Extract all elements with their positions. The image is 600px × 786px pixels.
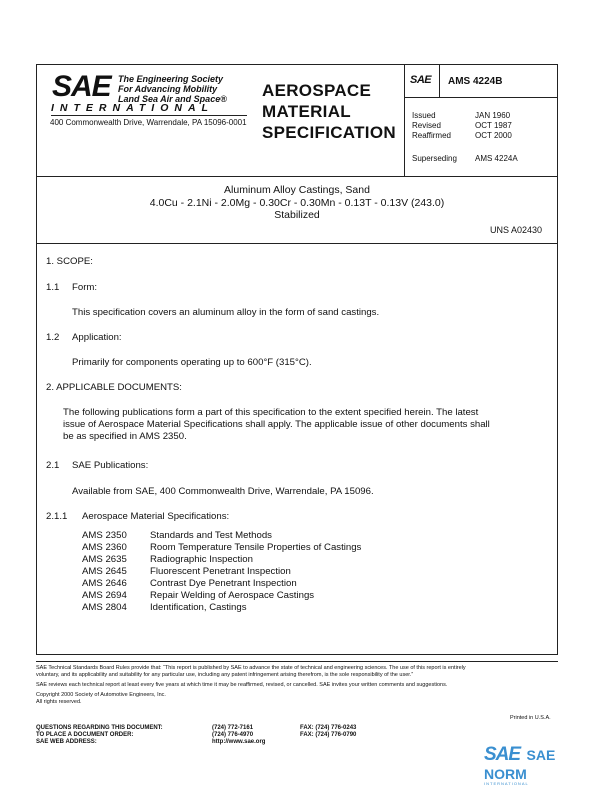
contact-fax: FAX: (724) 776-0243 — [300, 725, 357, 731]
contact-row — [36, 739, 356, 746]
ams-description: Fluorescent Penetrant Inspection — [150, 566, 291, 577]
section-1-1-number: 1.1 — [46, 282, 60, 293]
society-line: Land Sea Air and Space® — [118, 94, 227, 104]
material-title — [36, 184, 558, 222]
material-condition: Stabilized — [274, 209, 320, 221]
section-1-1-title: Form: — [72, 282, 98, 293]
contact-tel: (724) 776-4970 — [212, 732, 254, 738]
title-line: SPECIFICATION — [262, 123, 396, 142]
contact-row — [36, 732, 356, 739]
contact-web[interactable]: http://www.sae.org — [212, 739, 266, 745]
date-labels — [412, 111, 451, 141]
section-2-1-number: 2.1 — [46, 460, 60, 471]
docnum-divider — [404, 97, 558, 98]
date-values — [475, 111, 512, 141]
date-value: OCT 1987 — [475, 121, 512, 130]
list-item — [82, 542, 361, 554]
logo-underline — [51, 115, 247, 116]
list-item — [82, 566, 361, 578]
ams-description: Identification, Castings — [150, 602, 247, 613]
ams-code: AMS 2804 — [82, 602, 127, 613]
mini-logo-divider — [439, 64, 440, 97]
ams-description: Room Temperature Tensile Properties of Castings — [150, 542, 362, 553]
contact-label: TO PLACE A DOCUMENT ORDER: — [36, 732, 134, 738]
ams-code: AMS 2635 — [82, 554, 127, 565]
printed-in: Printed in U.S.A. — [510, 715, 551, 721]
date-value: OCT 2000 — [475, 131, 512, 140]
watermark-text: SAE NORM — [484, 747, 556, 782]
spec-type-title — [262, 80, 396, 143]
ams-code: AMS 2360 — [82, 542, 127, 553]
ams-description: Radiographic Inspection — [150, 554, 253, 565]
material-composition: 4.0Cu - 2.1Ni - 2.0Mg - 0.30Cr - 0.30Mn - 0.13T - 0.13V (243.0) — [149, 196, 445, 209]
section-2-heading: 2. APPLICABLE DOCUMENTS: — [46, 382, 182, 393]
section-1-2-title: Application: — [72, 332, 122, 343]
section-2-1-1-number: 2.1.1 — [46, 511, 68, 522]
superseding-value: AMS 4224A — [475, 154, 518, 163]
list-item — [82, 578, 361, 590]
section-2-1-1-title: Aerospace Material Specifications: — [82, 511, 230, 522]
international-wordmark: INTERNATIONAL — [51, 102, 214, 114]
section-2-1-title: SAE Publications: — [72, 460, 149, 471]
sae-mini-logo: SAE — [410, 74, 432, 86]
watermark-sub: INTERNATIONAL — [484, 781, 529, 786]
superseding-label: Superseding — [412, 154, 457, 163]
ams-code: AMS 2645 — [82, 566, 127, 577]
date-label: Issued — [412, 111, 436, 120]
footer-divider — [36, 661, 558, 662]
contact-fax: FAX: (724) 776-0790 — [300, 732, 357, 738]
date-label: Revised — [412, 121, 441, 130]
section-2-text-line: issue of Aerospace Material Specifications shall apply. The applicable issue of other documents shall — [63, 419, 490, 430]
list-item — [82, 554, 361, 566]
title-line: AEROSPACE — [262, 81, 372, 100]
date-label: Reaffirmed — [412, 131, 451, 140]
list-item — [82, 530, 361, 542]
section-1-heading: 1. SCOPE: — [46, 256, 93, 267]
contact-table — [36, 725, 356, 746]
rights-reserved: All rights reserved. — [36, 699, 82, 705]
ams-code: AMS 2694 — [82, 590, 127, 601]
list-item — [82, 602, 361, 614]
society-line: The Engineering Society — [118, 74, 224, 84]
uns-number: UNS A02430 — [490, 225, 543, 235]
society-tagline — [118, 74, 227, 104]
section-2-text — [63, 407, 490, 443]
ams-code: AMS 2350 — [82, 530, 127, 541]
sae-address: 400 Commonwealth Drive, Warrendale, PA 15096-0001 — [50, 118, 247, 127]
sae-logo: SAE — [52, 70, 111, 103]
disclaimer-line: SAE Technical Standards Board Rules provide that: “This report is published by SAE to advance the state of technical and engineering sciences. The use of this report is entirely — [36, 665, 466, 671]
watermark-logo: SAE — [484, 744, 521, 765]
ams-code: AMS 2646 — [82, 578, 127, 589]
contact-row — [36, 725, 356, 732]
copyright: Copyright 2000 Society of Automotive Engineers, Inc. — [36, 692, 166, 698]
section-2-text-line: be as specified in AMS 2350. — [63, 431, 187, 442]
section-2-text-line: The following publications form a part of this specification to the extent specified herein. The latest — [63, 407, 479, 418]
contact-tel: (724) 772-7161 — [212, 725, 254, 731]
title-divider — [36, 243, 558, 244]
section-1-1-text: This specification covers an aluminum alloy in the form of sand castings. — [72, 307, 380, 318]
document-number: AMS 4224B — [448, 76, 503, 87]
title-line: MATERIAL — [262, 102, 351, 121]
sae-norm-watermark — [484, 744, 600, 786]
ams-description: Contrast Dye Penetrant Inspection — [150, 578, 297, 589]
contact-label: QUESTIONS REGARDING THIS DOCUMENT: — [36, 725, 163, 731]
disclaimer-line: voluntary, and its applicability and suitability for any particular use, including any patent infringement arising therefrom, is the sole responsibility of the user.” — [36, 672, 414, 678]
review-statement: SAE reviews each technical report at least every five years at which time it may be reaffirmed, revised, or cancelled. SAE invites your written comments and suggestions. — [36, 682, 448, 688]
ams-reference-list — [82, 530, 361, 614]
ams-description: Repair Welding of Aerospace Castings — [150, 590, 315, 601]
footer-disclaimer — [36, 665, 560, 706]
section-1-2-text: Primarily for components operating up to 600°F (315°C). — [72, 357, 312, 368]
contact-label: SAE WEB ADDRESS: — [36, 739, 97, 745]
header-right-divider — [404, 64, 405, 176]
header-divider — [36, 176, 558, 177]
date-value: JAN 1960 — [475, 111, 511, 120]
material-title-line: Aluminum Alloy Castings, Sand — [224, 184, 370, 196]
ams-description: Standards and Test Methods — [150, 530, 272, 541]
section-1-2-number: 1.2 — [46, 332, 60, 343]
list-item — [82, 590, 361, 602]
section-2-1-text: Available from SAE, 400 Commonwealth Drive, Warrendale, PA 15096. — [72, 486, 374, 497]
society-line: For Advancing Mobility — [118, 84, 218, 94]
